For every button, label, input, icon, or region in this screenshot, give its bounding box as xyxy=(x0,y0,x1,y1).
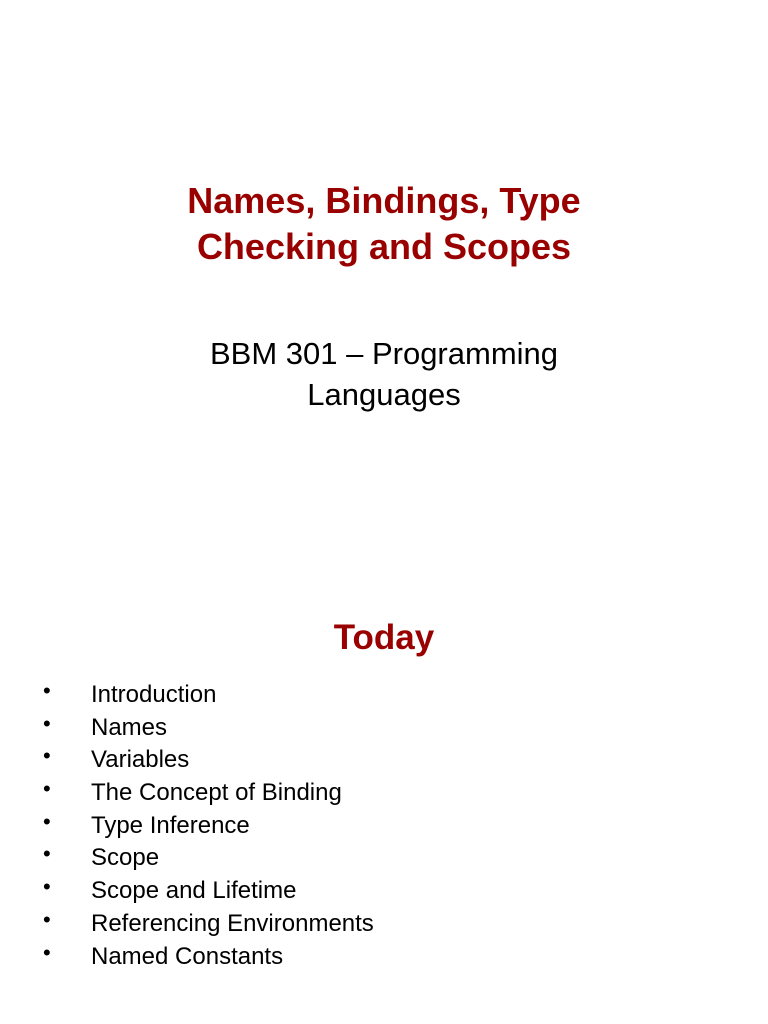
list-item-label: Scope and Lifetime xyxy=(91,877,297,905)
list-item-label: Variables xyxy=(91,746,190,774)
subtitle-line-2: Languages xyxy=(307,377,461,412)
bullet-icon: • xyxy=(43,710,51,736)
slide-title-line-2: Checking and Scopes xyxy=(196,226,572,267)
list-item-label: Names xyxy=(91,713,168,741)
bullet-icon: • xyxy=(43,939,51,965)
bullet-icon: • xyxy=(43,678,51,703)
bullet-icon: • xyxy=(43,841,51,867)
bullet-icon: • xyxy=(43,874,51,900)
list-item-label: Referencing Environments xyxy=(91,909,374,937)
bullet-icon: • xyxy=(43,808,51,834)
slide-title xyxy=(0,178,768,270)
list-item-label: Type Inference xyxy=(91,811,250,839)
slide-title-line-1: Names, Bindings, Type xyxy=(187,180,581,221)
subtitle-line-1: BBM 301 – Programming xyxy=(209,336,559,371)
list-item-label: Scope xyxy=(91,844,160,872)
list-item-label: The Concept of Binding xyxy=(91,779,342,807)
section-heading: Today xyxy=(333,618,435,657)
list-item-label: Named Constants xyxy=(91,942,284,970)
bullet-icon: • xyxy=(43,906,51,932)
list-item-label: Introduction xyxy=(91,681,217,708)
bullet-icon: • xyxy=(43,776,51,802)
slide-subtitle xyxy=(0,333,768,415)
bullet-icon: • xyxy=(43,743,51,769)
